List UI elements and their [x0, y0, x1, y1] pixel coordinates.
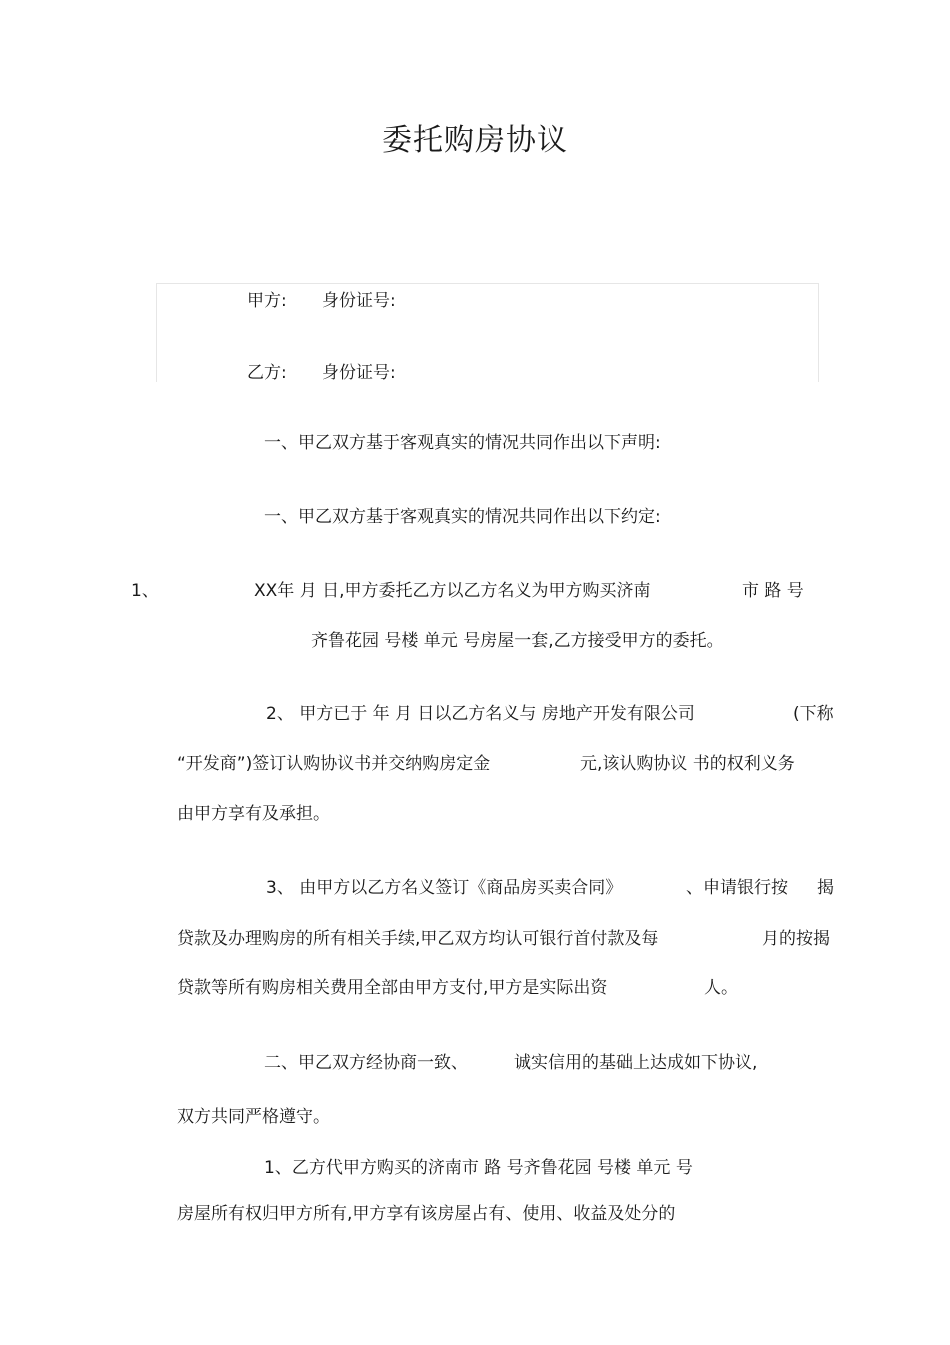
item1-line1-end: 市 路 号 [742, 581, 804, 601]
item2-line1-end: (下称 [793, 704, 834, 724]
item2-line2-end: 元,该认购协议 书的权利义务 [580, 754, 795, 774]
item1-line2: 齐鲁花园 号楼 单元 号房屋一套,乙方接受甲方的委托。 [311, 631, 724, 651]
document-title: 委托购房协议 [382, 123, 568, 158]
section2-line1-end: 诚实信用的基础上达成如下协议, [514, 1053, 758, 1073]
item3-line2: 贷款及办理购房的所有相关手续,甲乙双方均认可银行首付款及每 [177, 929, 659, 949]
section2-line2: 双方共同严格遵守。 [177, 1107, 330, 1127]
party-b-label: 乙方: [247, 363, 287, 383]
party-a-label: 甲方: [247, 291, 287, 311]
item2-line1: 2、 甲方已于 年 月 日以乙方名义与 房地产开发有限公司 [266, 704, 695, 724]
item3-line1: 3、 由甲方以乙方名义签订《商品房买卖合同》 [266, 878, 623, 898]
clause1-line2: 房屋所有权归甲方所有,甲方享有该房屋占有、使用、收益及处分的 [177, 1204, 676, 1224]
party-b-id-label: 身份证号: [322, 363, 396, 383]
item3-line3-end: 人。 [704, 978, 738, 998]
item2-line3: 由甲方享有及承担。 [177, 804, 330, 824]
party-a-id-label: 身份证号: [322, 291, 396, 311]
item3-line1-end: 揭 [817, 878, 834, 898]
section-declare: 一、甲乙双方基于客观真实的情况共同作出以下声明: [264, 433, 661, 453]
item1-number: 1、 [131, 581, 159, 601]
item2-line2: “开发商”)签订认购协议书并交纳购房定金 [177, 754, 491, 774]
section2-line1: 二、甲乙双方经协商一致、 [264, 1053, 468, 1073]
item3-line1-mid: 、申请银行按 [686, 878, 788, 898]
item1-line1: XX年 月 日,甲方委托乙方以乙方名义为甲方购买济南 [254, 581, 651, 601]
item3-line3: 贷款等所有购房相关费用全部由甲方支付,甲方是实际出资 [177, 978, 608, 998]
section-agree: 一、甲乙双方基于客观真实的情况共同作出以下约定: [264, 507, 661, 527]
item3-line2-end: 月的按揭 [762, 929, 830, 949]
clause1-line1: 1、乙方代甲方购买的济南市 路 号齐鲁花园 号楼 单元 号 [264, 1158, 693, 1178]
